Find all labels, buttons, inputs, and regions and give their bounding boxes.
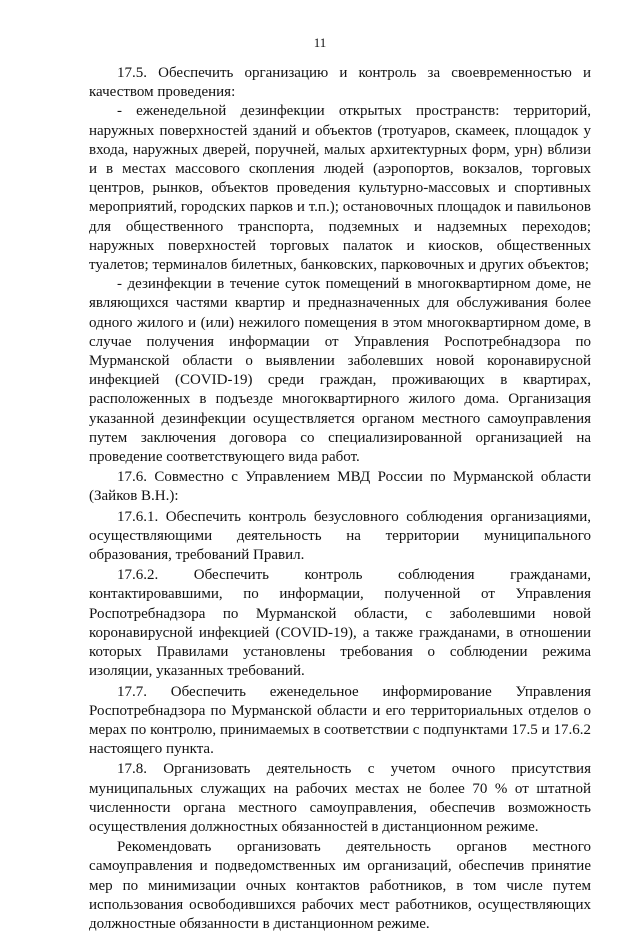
document-body: [89, 64, 591, 934]
paragraph-17-6-1: 17.6.1. Обеспечить контроль безусловного соблюдения организациями, осуществляющими деятельность на территории муниципального образования, требований Правил.: [89, 508, 591, 564]
paragraph-17-6: 17.6. Совместно с Управлением МВД России по Мурманской области (Зайков В.Н.):: [89, 469, 591, 505]
paragraph-17-5-open-spaces: - еженедельной дезинфекции открытых пространств: территорий, наружных поверхностей зданий и объектов (тротуаров, скамеек, площадок у входа, наружных дверей, поручней, малых архитектурных форм, урн) вблизи и в местах массового скопления людей (аэропортов, вокзалов, торговых центров, рынков, объектов проведения культурно-массовых и спортивных мероприятий, городских парков и т.п.); остановочных площадок и павильонов для общественного транспорта, подземных и надземных переходов; наружных поверхностей торговых палаток и киосков, общественных туалетов; терминалов билетных, банковских, парковочных и других объектов;: [89, 103, 591, 274]
paragraph-17-7: 17.7. Обеспечить еженедельное информирование Управления Роспотребнадзора по Мурманской области и его территориальных отделов о мерах по контролю, принимаемых в соответствии с подпунктами 17.5 и 17.6.2 настоящего пункта.: [89, 683, 591, 758]
paragraph-17-8: 17.8. Организовать деятельность с учетом очного присутствия муниципальных служащих на рабочих местах не более 70 % от штатной численности органа местного самоуправления, обеспечив возможность осуществления должностных обязанностей в дистанционном режиме.: [89, 761, 591, 835]
page-number: 11: [313, 35, 327, 50]
paragraph-recommendation: Рекомендовать организовать деятельность органов местного самоуправления и подведомственных им организаций, обеспечив принятие мер по минимизации очных контактов работников, в том числе путем использования освободившихся рабочих мест работников, осуществляющих должностные обязанности в дистанционном режиме.: [89, 839, 591, 932]
paragraph-17-6-2: 17.6.2. Обеспечить контроль соблюдения гражданами, контактировавшими, по информации, полученной от Управления Роспотребнадзора по Мурманской области, с заболевшими новой коронавирусной инфекцией (COVID-19), а также гражданами, в отношении которых Правилами установлены требования о соблюдении режима изоляции, указанных требований.: [89, 567, 591, 680]
paragraph-17-5: 17.5. Обеспечить организацию и контроль за своевременностью и качеством проведения:: [89, 65, 591, 101]
paragraph-17-5-apartment-buildings: - дезинфекции в течение суток помещений в многоквартирном доме, не являющихся частями квартир и предназначенных для обслуживания более одного жилого и (или) нежилого помещения в этом многоквартирном доме, в случае получения информации от Управления Роспотребнадзора по Мурманской области о выявлении заболевших новой коронавирусной инфекцией (COVID-19) среди граждан, проживающих в квартирах, расположенных в подъезде многоквартирного жилого дома. Организация указанной дезинфекции осуществляется органом местного самоуправления путем заключения договора со специализированной организацией на проведение соответствующего вида работ.: [89, 276, 591, 466]
